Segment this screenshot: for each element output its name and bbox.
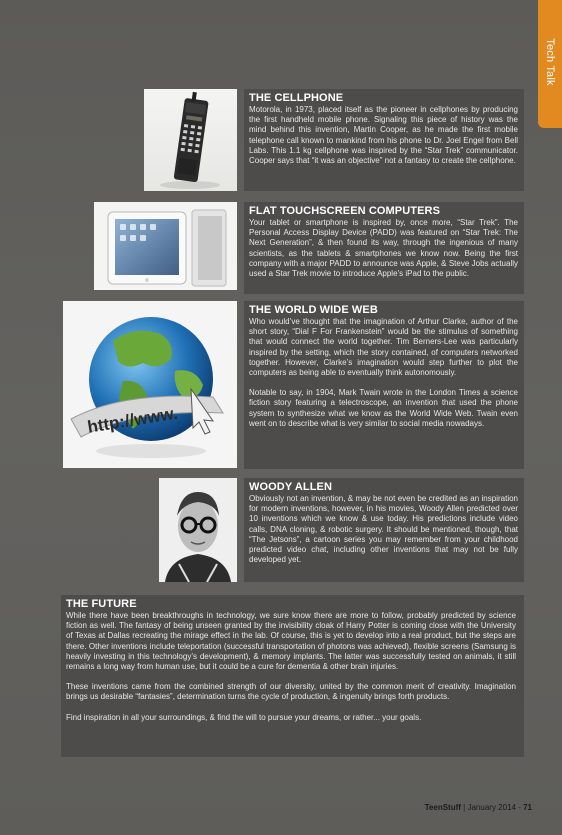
web-title: THE WORLD WIDE WEB xyxy=(249,304,378,316)
cellphone-title: THE CELLPHONE xyxy=(249,92,344,104)
woody-panel xyxy=(244,478,524,582)
woody-title: WOODY ALLEN xyxy=(249,481,332,493)
woody-body: Obviously not an invention, & may be not even be credited as an inspiration for modern inventions, however, in his movies, Woody Allen predicted over 10 inventions which we know & use today. His predictions include video calls, DNA cloning, & robotic surgery. It should be mentioned, though, that “The Jetsons”, a cartoon series you may remember from your childhood predicted video chat, including other inventions that may not be fully developed yet. xyxy=(249,494,518,565)
future-title: THE FUTURE xyxy=(66,598,137,610)
web-body-2: Notable to say, in 1904, Mark Twain wrote in the London Times a science fiction story featuring a telectroscope, an invention that used the phone system to synthesize what we know as the World Wide Web. Twain even went on to describe what is very similar to social media nowadays. xyxy=(249,388,518,428)
cellphone-panel xyxy=(244,89,524,191)
globe-photo xyxy=(63,301,237,468)
ipad-photo xyxy=(94,202,237,290)
web-body-1: Who would’ve thought that the imagination of Arthur Clarke, author of the short story, “Dial F For Frankenstein” would be the stimulus of something that would connect the world together. Tim Berners-Lee was particularly inspired by the setting, which the story contained, of computers networked together. However, Clarke’s imagination would step further to plot the computers as being able to eventually think autonomously. xyxy=(249,317,518,378)
footer-page-number: 71 xyxy=(523,803,532,812)
footer-magazine: TeenStuff xyxy=(424,803,461,812)
section-tab-label: Tech Talk xyxy=(544,38,556,86)
footer-divider: | xyxy=(463,803,468,812)
cellphone-body: Motorola, in 1973, placed itself as the pioneer in cellphones by producing the first handheld mobile phone. Signaling this piece of history was the mind behind this invention, Martin Cooper, as he made the first mobile telephone call known to mankind from his phone to Dr. Joel Engel from Bell Labs. This 1.1 kg cellphone was inspired by the “Star Trek” communicator. Cooper says that “it was an objective” not a fantasy to create the cellphone. xyxy=(249,105,518,166)
footer-issue: January 2014 xyxy=(467,803,516,812)
touchscreen-body: Your tablet or smartphone is inspired by, once more, “Star Trek”. The Personal Access Display Device (PADD) was featured on “Star Trek: The Next Generation”, & then found its way, through the ingenious of many scientists, as the tablets & smartphones we know now. Being the first company with a major PADD to announce was Apple, & Steve Jobs actually used a Star Trek movie to introduce Apple’s iPad to the public. xyxy=(249,218,518,279)
touchscreen-panel xyxy=(244,202,524,294)
section-tab xyxy=(538,0,562,128)
globe-url-text: http://www. xyxy=(86,403,179,437)
footer-dash: - xyxy=(518,803,524,812)
web-panel xyxy=(244,301,524,469)
touchscreen-title: FLAT TOUCHSCREEN COMPUTERS xyxy=(249,205,441,217)
page-footer xyxy=(425,803,532,812)
future-body-2: These inventions came from the combined strength of our diversity, united by the common merit of creativity. Imagination brings us desirable “fantasies”, determination turns the cycle of production, & ingenuity brings forth products. xyxy=(66,682,516,702)
future-body-3: Find inspiration in all your surroundings, & find the will to pursue your dreams, or rather... your goals. xyxy=(66,712,422,722)
woody-allen-photo xyxy=(159,478,237,582)
cellphone-photo xyxy=(144,89,237,191)
future-body-1: While there have been breakthroughs in technology, we sure know there are more to follow, probably predicted by science fiction as well. The fantasy of being unseen granted by the invisibility cloak of Harry Potter is coming close with the University of Texas at Dallas recreating the mirage effect in the lab. Of course, this is yet to develop into a real product, but the steps are there. Other inventions include teleportation (successful transportation of photons was achieved), flexible screens (Samsung is heavily investing in this technology’s development), & memory implants. The latter was successfully tested on animals, it still remains a long way from human use, but it could be a cure for dementia & other brain injuries. xyxy=(66,611,516,672)
future-panel xyxy=(61,595,524,757)
